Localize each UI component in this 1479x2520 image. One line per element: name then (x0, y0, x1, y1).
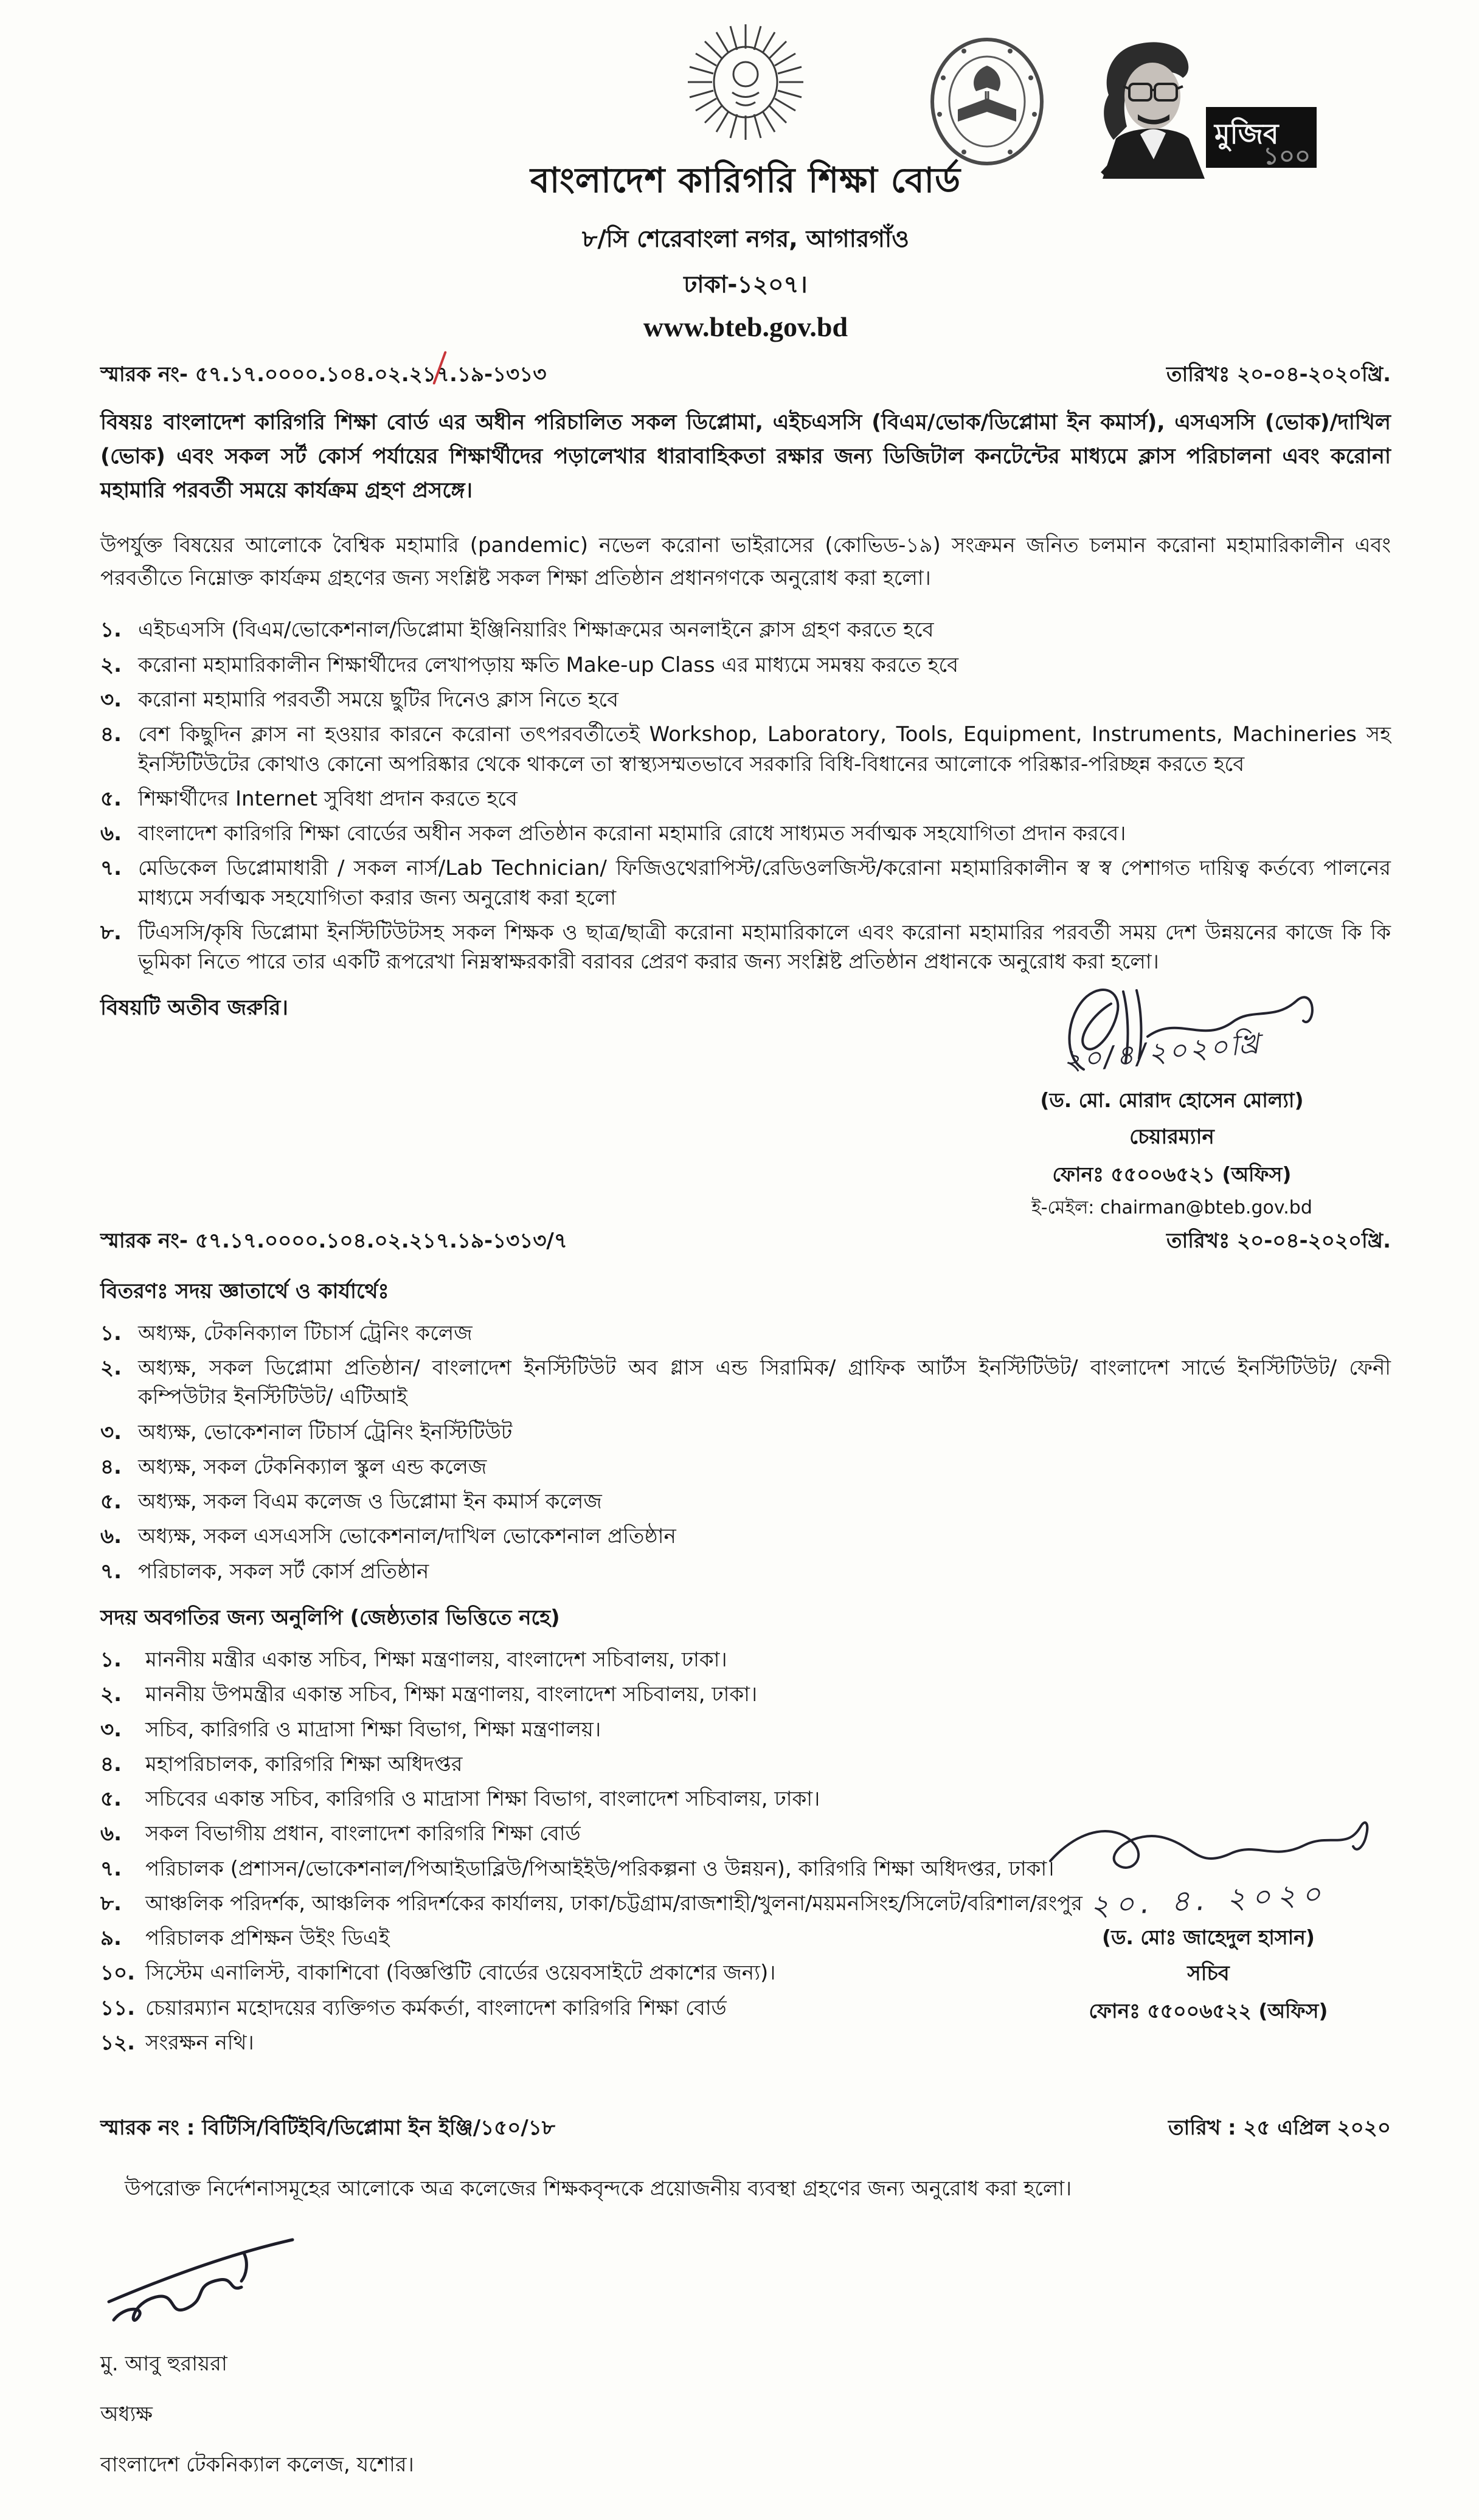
item-text: পরিচালক, সকল সর্ট কোর্স প্রতিষ্ঠান (138, 1559, 429, 1584)
item-text: বাংলাদেশ কারিগরি শিক্ষা বোর্ডের অধীন সকল প্রতিষ্ঠান করোনা মহামারি রোধে সাধ্যমত সর্বাত্মক সহযোগিতা প্রদান করবে। (138, 821, 1126, 846)
copy-item (100, 1784, 1134, 1814)
secretary-phone: ফোনঃ ৫৫০০৬৫২২ (অফিস) (1089, 1998, 1328, 2023)
item-text: শিক্ষার্থীদের Internet সুবিধা প্রদান করতে হবে (138, 786, 518, 811)
copy-list (100, 1645, 1134, 2057)
secretary-name: (ড. মোঃ জাহেদুল হাসান) (1102, 1925, 1315, 1949)
copy-item (100, 1889, 1134, 1918)
item-number: ৬. (100, 1524, 122, 1549)
chairman-signature-block (953, 978, 1391, 1221)
item-text: সচিব, কারিগরি ও মাদ্রাসা শিক্ষা বিভাগ, শিক্ষা মন্ত্রণালয়। (145, 1717, 601, 1742)
item-text: অধ্যক্ষ, টেকনিক্যাল টিচার্স ট্রেনিং কলেজ (138, 1320, 473, 1345)
item-text: পরিচালক প্রশিক্ষন উইং ডিএই (145, 1926, 390, 1951)
header-right-logos (927, 35, 1318, 179)
distribution-item (100, 1452, 1391, 1482)
directive-item (100, 854, 1391, 913)
item-number: ৪. (100, 722, 122, 747)
directive-item (100, 615, 1391, 644)
item-number: ১১. (100, 1995, 136, 2020)
item-number: ৪. (100, 1454, 122, 1479)
item-text: চেয়ারম্যান মহোদয়ের ব্যক্তিগত কর্মকর্তা, বাংলাদেশ কারিগরি শিক্ষা বোর্ড (145, 1995, 727, 2020)
principal-signature (100, 2229, 307, 2332)
distribution-item (100, 1557, 1391, 1586)
item-number: ২. (100, 652, 122, 677)
item-text: টিএসসি/কৃষি ডিপ্লোমা ইনস্টিটিউটসহ সকল শিক্ষক ও ছাত্র/ছাত্রী করোনা মহামারিকালে এবং করোনা মহামারির পরবর্তী সময় দেশ উন্নয়নের কাজে কি কি ভূমিকা নিতে পারে তার একটি রূপরেখা নিম্নস্বাক্ষরকারী বরাবর প্রেরণ করার জন্য সংশ্লিষ্ট প্রতিষ্ঠান প্রধানকে অনুরোধ করা হলো। (138, 920, 1391, 975)
item-number: ৬. (100, 821, 122, 846)
item-number: ৩. (100, 1420, 122, 1445)
copy-item (100, 1680, 1134, 1709)
item-text: অধ্যক্ষ, সকল টেকনিক্যাল স্কুল এন্ড কলেজ (138, 1454, 487, 1479)
item-text: এইচএসসি (বিএম/ভোকেশনাল/ডিপ্লোমা ইঞ্জিনিয়ারিং শিক্ষাক্রমের অনলাইনে ক্লাস গ্রহণ করতে হবে (138, 618, 934, 643)
item-text: অধ্যক্ষ, সকল এসএসসি ভোকেশনাল/দাখিল ভোকেশনাল প্রতিষ্ঠান (138, 1524, 676, 1549)
secretary-title: সচিব (1187, 1961, 1230, 1986)
copy-item (100, 1994, 1134, 2023)
closing-request: উপরোক্ত নির্দেশনাসমূহের আলোকে অত্র কলেজের শিক্ষকবৃন্দকে প্রয়োজনীয় ব্যবস্থা গ্রহণের জন্য অনুরোধ করা হলো। (125, 2177, 1072, 2201)
urgency-note: বিষয়টি অতীব জরুরি। (100, 996, 288, 1021)
directive-item (100, 819, 1391, 848)
mujib-logo-word: মুজিব (1214, 117, 1279, 150)
distribution-item (100, 1418, 1391, 1447)
principal-name: মু. আবু হুরায়রা (100, 2352, 227, 2377)
principal-title: অধ্যক্ষ (100, 2402, 153, 2427)
distribution-item (100, 1319, 1391, 1348)
item-number: ৪. (100, 1752, 122, 1776)
directive-item (100, 685, 1391, 714)
memo3-number: স্মারক নং : বিটিসি/বিটিইবি/ডিপ্লোমা ইন ইঞ্জি/১৫০/১৮ (100, 2116, 555, 2141)
org-city: ঢাকা-১২০৭। (684, 271, 808, 299)
chairman-phone: ফোনঃ ৫৫০০৬৫২১ (অফিস) (1052, 1162, 1292, 1186)
item-number: ৭. (100, 1559, 122, 1584)
item-number: ৭. (100, 856, 122, 881)
distribution-list (100, 1319, 1391, 1586)
copy-item (100, 1819, 1134, 1848)
item-number: ৯. (100, 1926, 122, 1951)
item-number: ৬. (100, 1821, 122, 1846)
distribution-item (100, 1487, 1391, 1516)
item-number: ১০. (100, 1961, 136, 1986)
item-number: ১. (100, 618, 122, 643)
secretary-signature-block (1026, 1803, 1391, 2026)
item-number: ৮. (100, 920, 122, 945)
copy-item (100, 1750, 1134, 1779)
item-text: অধ্যক্ষ, সকল ডিপ্লোমা প্রতিষ্ঠান/ বাংলাদেশ ইনস্টিটিউট অব গ্লাস এন্ড সিরামিক/ গ্রাফিক আর্টস ইনস্টিটিউট/ বাংলাদেশ সার্ভে ইনস্টিটিউট/ ফেনী কম্পিউটার ইনস্টিটিউট/ এটিআই (138, 1356, 1391, 1410)
org-website: www.bteb.gov.bd (643, 311, 848, 342)
distribution-item (100, 1522, 1391, 1551)
copy-list-heading: সদয় অবগতির জন্য অনুলিপি (জেষ্ঠ্যতার ভিত্তিতে নহে) (100, 1605, 560, 1630)
subject-line: বিষয়ঃ বাংলাদেশ কারিগরি শিক্ষা বোর্ড এর অধীন পরিচালিত সকল ডিপ্লোমা, এইচএসসি (বিএম/ভোক/ডিপ্লোমা ইন কমার্স), এসএসসি (ভোক)/দাখিল (ভোক) এবং সকল সর্ট কোর্স পর্যায়ের শিক্ষার্থীদের পড়ালেখার ধারাবাহিকতা রক্ষার জন্য ডিজিটাল কনটেন্টের মাধ্যমে ক্লাস পরিচালনা এবং করোনা মহামারি পরবর্তী সময়ে কার্যক্রম গ্রহণ প্রসঙ্গে। (100, 410, 1391, 503)
chairman-email: ই-মেইল: chairman@bteb.gov.bd (1031, 1197, 1312, 1219)
item-number: ৮. (100, 1891, 122, 1916)
intro-paragraph: উপর্যুক্ত বিষয়ের আলোকে বৈশ্বিক মহামারি (pandemic) নভেল করোনা ভাইরাসের (কোভিড-১৯) সংক্রমন জনিত চলমান করোনা মহামারিকালীন এবং পরবর্তীতে নিম্নোক্ত কার্যক্রম গ্রহণের জন্য সংশ্লিষ্ট সকল শিক্ষা প্রতিষ্ঠান প্রধানগণকে অনুরোধ করা হলো। (100, 533, 1391, 590)
directive-item (100, 918, 1391, 977)
chairman-title: চেয়ারম্যান (1129, 1125, 1214, 1150)
item-number: ২. (100, 1682, 122, 1707)
letterhead (100, 18, 1391, 343)
copy-section (100, 1602, 1391, 2057)
item-number: ৩. (100, 687, 122, 712)
memo1-number: স্মারক নং- ৫৭.১৭.০০০০.১০৪.০২.২১৭.১৯-১৩১৩ (100, 362, 547, 387)
mujib-100-logo (1062, 35, 1318, 179)
copy-item (100, 1645, 1134, 1674)
item-text: পরিচালক (প্রশাসন/ভোকেশনাল/পিআইডাব্লিউ/পিআইইউ/পরিকল্পনা ও উন্নয়ন), কারিগরি শিক্ষা অধিদপ্তর, ঢাকা। (145, 1856, 1055, 1881)
item-text: মাননীয় মন্ত্রীর একান্ত সচিব, শিক্ষা মন্ত্রণালয়, বাংলাদেশ সচিবালয়, ঢাকা। (145, 1647, 727, 1672)
item-text: বেশ কিছুদিন ক্লাস না হওয়ার কারনে করোনা তৎপরবর্তীতেই Workshop, Laboratory, Tools, Equipment, Instruments, Machineries সহ ইনস্টিটিউটের কোথাও কোনো অপরিষ্কার থেকে থাকলে তা স্বাস্থ্যসম্মতভাবে সরকারি বিধি-বিধানের আলোকে পরিষ্কার-পরিচ্ছন্ন করতে হবে (138, 722, 1391, 776)
chairman-name: (ড. মো. মোরাদ হোসেন মোল্যা) (1040, 1088, 1304, 1113)
item-number: ১২. (100, 2030, 136, 2055)
item-text: করোনা মহামারি পরবর্তী সময়ে ছুটির দিনেও ক্লাস নিতে হবে (138, 687, 619, 712)
principal-org: বাংলাদেশ টেকনিক্যাল কলেজ, যশোর। (100, 2453, 414, 2477)
item-text: সকল বিভাগীয় প্রধান, বাংলাদেশ কারিগরি শিক্ষা বোর্ড (145, 1821, 581, 1846)
memo2-row (100, 1225, 1391, 1260)
directives-list (100, 615, 1391, 976)
memo2-date: তারিখঃ ২০-০৪-২০২০খ্রি. (1166, 1228, 1391, 1253)
directive-item (100, 784, 1391, 813)
copy-item (100, 1958, 1134, 1987)
memo1-date: তারিখঃ ২০-০৪-২০২০খ্রি. (1166, 362, 1391, 387)
item-text: অধ্যক্ষ, সকল বিএম কলেজ ও ডিপ্লোমা ইন কমার্স কলেজ (138, 1490, 602, 1514)
mujib-logo-number: ১০০ (1263, 142, 1311, 170)
copy-item (100, 1924, 1134, 1953)
item-text: মেডিকেল ডিপ্লোমাধারী / সকল নার্স/Lab Technician/ ফিজিওথেরাপিস্ট/রেডিওলজিস্ট/করোনা মহামারিকালীন স্ব স্ব পেশাগত দায়িত্ব কর্তব্যে পালনের মাধ্যমে সর্বাত্মক সহযোগিতা করার জন্য অনুরোধ করা হলো (138, 856, 1391, 910)
distribution-item (100, 1353, 1391, 1412)
item-text: মাননীয় উপমন্ত্রীর একান্ত সচিব, শিক্ষা মন্ত্রণালয়, বাংলাদেশ সচিবালয়, ঢাকা। (145, 1682, 758, 1707)
chairman-handwritten-date: ২০/৪/২০২০খ্রি (1061, 1027, 1263, 1077)
principal-signature-block (100, 2229, 526, 2484)
memo1-row (100, 359, 1391, 393)
directive-item (100, 651, 1391, 680)
item-number: ১. (100, 1320, 122, 1345)
item-text: অধ্যক্ষ, ভোকেশনাল টিচার্স ট্রেনিং ইনস্টিটিউট (138, 1420, 513, 1445)
item-text: সচিবের একান্ত সচিব, কারিগরি ও মাদ্রাসা শিক্ষা বিভাগ, বাংলাদেশ সচিবালয়, ঢাকা। (145, 1787, 820, 1812)
item-text: সিস্টেম এনালিস্ট, বাকাশিবো (বিজ্ঞপ্তিটি বোর্ডের ওয়েবসাইটে প্রকাশের জন্য)। (145, 1961, 776, 1986)
item-number: ৫. (100, 786, 122, 811)
memo2-number: স্মারক নং- ৫৭.১৭.০০০০.১০৪.০২.২১৭.১৯-১৩১৩/৭ (100, 1228, 567, 1253)
copy-item (100, 1854, 1134, 1883)
item-number: ৭. (100, 1856, 122, 1881)
bteb-monogram-logo (685, 18, 806, 151)
org-name: বাংলাদেশ কারিগরি শিক্ষা বোর্ড (530, 161, 961, 201)
copy-item (100, 1715, 1134, 1744)
item-text: মহাপরিচালক, কারিগরি শিক্ষা অধিদপ্তর (145, 1752, 463, 1776)
item-text: সংরক্ষন নথি। (145, 2030, 254, 2055)
item-number: ২. (100, 1356, 122, 1381)
distribution-heading: বিতরণঃ সদয় জ্ঞাতার্থে ও কার্যার্থেঃ (100, 1279, 389, 1303)
item-text: আঞ্চলিক পরিদর্শক, আঞ্চলিক পরিদর্শকের কার্যালয়, ঢাকা/চট্টগ্রাম/রাজশাহী/খুলনা/ময়মনসিংহ/সিলেট/বরিশাল/রংপুর (145, 1891, 1082, 1916)
item-text: করোনা মহামারিকালীন শিক্ষার্থীদের লেখাপড়ায় ক্ষতি Make-up Class এর মাধ্যমে সমন্বয় করতে হবে (138, 652, 959, 677)
item-number: ১. (100, 1647, 122, 1672)
item-number: ৩. (100, 1717, 122, 1742)
memo3-row (100, 2112, 1391, 2147)
copy-item (100, 2028, 1134, 2057)
institution-round-seal-logo (927, 35, 1047, 168)
memo3-date: তারিখ : ২৫ এপ্রিল ২০২০ (1168, 2116, 1391, 2141)
item-number: ৫. (100, 1787, 122, 1812)
org-address: ৮/সি শেরেবাংলা নগর, আগারগাঁও (582, 226, 909, 253)
directive-item (100, 720, 1391, 779)
secretary-handwritten-date: ২০. ৪. ২০২০ (1089, 1876, 1328, 1924)
item-number: ৫. (100, 1490, 122, 1514)
